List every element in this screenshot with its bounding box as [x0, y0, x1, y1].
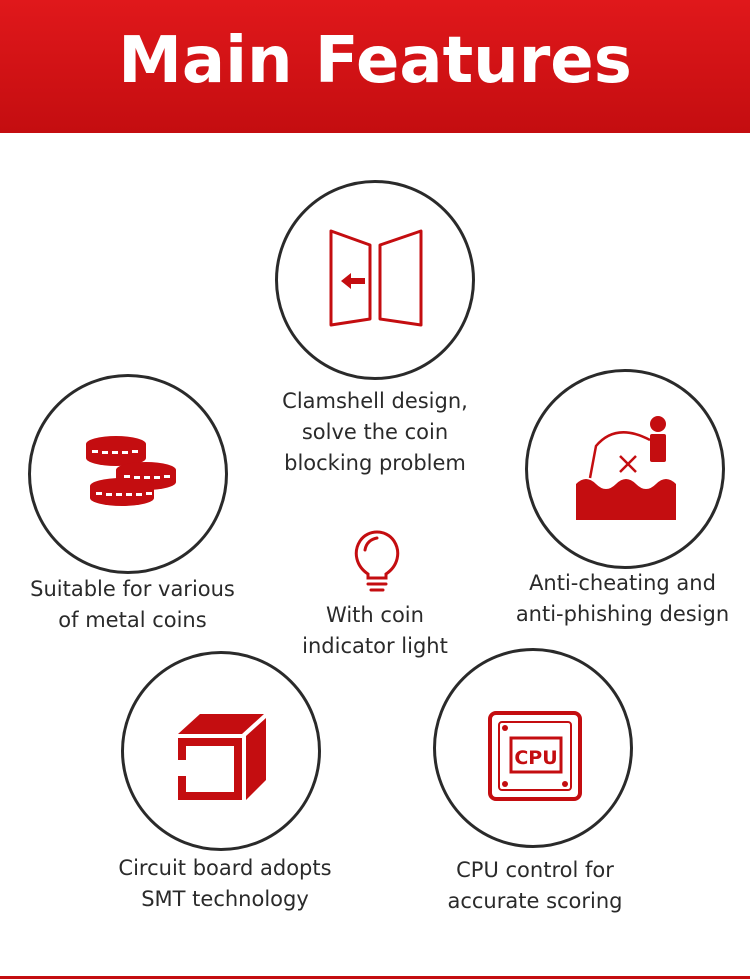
- feature-label-coins: Suitable for various of metal coins: [30, 577, 235, 632]
- feature-label-anti-phishing: Anti-cheating and anti-phishing design: [515, 571, 730, 626]
- anti-fishing-icon: [576, 412, 676, 520]
- cpu-chip-icon: [487, 710, 583, 802]
- header-banner: [0, 0, 750, 133]
- feature-label-indicator-light: With coin indicator light: [302, 603, 448, 658]
- feature-label-smt: Circuit board adopts SMT technology: [118, 856, 332, 911]
- coin-stack-icon: [82, 432, 182, 508]
- feature-label-clamshell: Clamshell design, solve the coin blocking problem: [282, 389, 468, 475]
- light-bulb-icon: [350, 528, 404, 596]
- page-title: Main Features: [118, 23, 632, 98]
- clamshell-door-icon: [325, 225, 425, 329]
- feature-label-cpu: CPU control for accurate scoring: [447, 858, 623, 913]
- cpu-chip-text: CPU: [514, 747, 558, 769]
- circuit-cube-icon: [170, 710, 270, 802]
